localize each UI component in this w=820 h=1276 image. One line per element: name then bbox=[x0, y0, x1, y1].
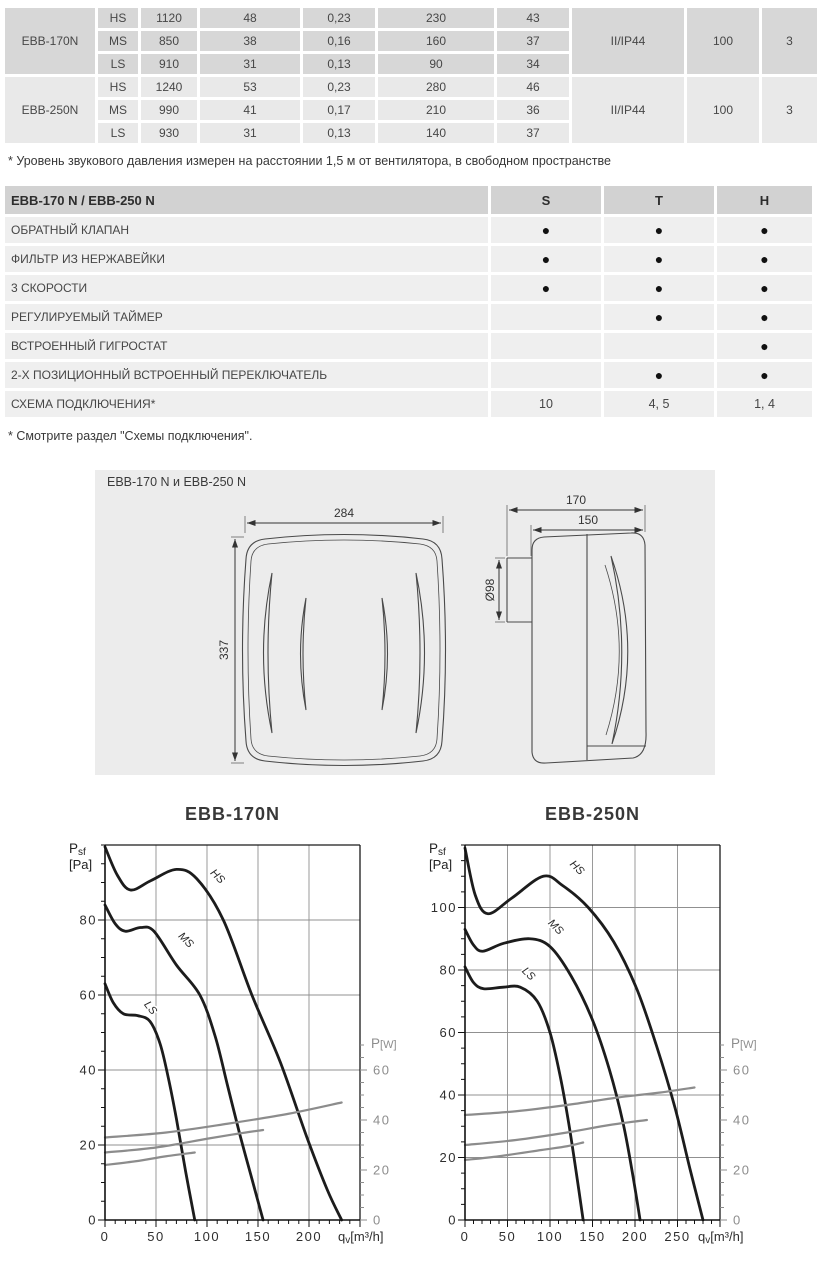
svg-text:0: 0 bbox=[460, 1229, 470, 1244]
dim-width: 284 bbox=[333, 506, 355, 520]
spec-merged-value: 100 bbox=[687, 8, 759, 74]
svg-text:MS: MS bbox=[175, 930, 196, 951]
fan-curve-chart-ebb-250n bbox=[415, 794, 820, 1276]
svg-text:60: 60 bbox=[733, 1062, 751, 1078]
spec-speed: LS bbox=[98, 54, 138, 74]
spec-speed: HS bbox=[98, 8, 138, 28]
spec-value: 0,16 bbox=[303, 31, 375, 51]
feature-dot: ● bbox=[491, 246, 601, 272]
spec-merged-value: 3 bbox=[762, 8, 817, 74]
spec-value: 31 bbox=[200, 54, 300, 74]
svg-text:40: 40 bbox=[79, 1062, 97, 1078]
spec-value: 90 bbox=[378, 54, 494, 74]
svg-text:Psf: Psf bbox=[429, 841, 446, 858]
spec-speed: HS bbox=[98, 77, 138, 97]
svg-text:200: 200 bbox=[621, 1229, 649, 1244]
feature-dot: ● bbox=[604, 304, 714, 330]
feature-cell: 1, 4 bbox=[717, 391, 812, 417]
spec-value: 280 bbox=[378, 77, 494, 97]
feature-dot: ● bbox=[604, 217, 714, 243]
spec-value: 0,13 bbox=[303, 123, 375, 143]
svg-text:50: 50 bbox=[147, 1229, 165, 1244]
spec-merged-value: 3 bbox=[762, 77, 817, 143]
svg-text:100: 100 bbox=[536, 1229, 564, 1244]
spec-model: EBB-250N bbox=[5, 77, 95, 143]
svg-text:0: 0 bbox=[733, 1212, 742, 1228]
svg-text:60: 60 bbox=[439, 1025, 457, 1040]
feature-dot: ● bbox=[604, 362, 714, 388]
svg-text:EBB-170N: EBB-170N bbox=[184, 804, 281, 824]
dim-depth-inner: 150 bbox=[577, 513, 599, 527]
spec-value: 36 bbox=[497, 100, 569, 120]
svg-text:EBB-250N: EBB-250N bbox=[544, 804, 641, 824]
dim-depth: 170 bbox=[565, 493, 587, 507]
spec-value: 31 bbox=[200, 123, 300, 143]
feature-label: ОБРАТНЫЙ КЛАПАН bbox=[5, 217, 488, 243]
svg-text:60: 60 bbox=[79, 987, 97, 1003]
spec-value: 160 bbox=[378, 31, 494, 51]
spec-value: 37 bbox=[497, 31, 569, 51]
svg-text:[Pa]: [Pa] bbox=[69, 857, 93, 872]
spec-value: 1120 bbox=[141, 8, 197, 28]
spec-speed: MS bbox=[98, 100, 138, 120]
svg-text:HS: HS bbox=[207, 866, 227, 887]
spec-model: EBB-170N bbox=[5, 8, 95, 74]
svg-text:60: 60 bbox=[373, 1062, 391, 1078]
feature-table bbox=[5, 186, 812, 417]
feature-dot: ● bbox=[604, 246, 714, 272]
drawing-panel bbox=[95, 470, 715, 775]
svg-text:80: 80 bbox=[79, 912, 97, 928]
svg-text:Psf: Psf bbox=[69, 841, 86, 858]
svg-text:250: 250 bbox=[664, 1229, 691, 1244]
spec-value: 53 bbox=[200, 77, 300, 97]
feature-cell bbox=[491, 304, 601, 330]
spec-value: 48 bbox=[200, 8, 300, 28]
spec-value: 910 bbox=[141, 54, 197, 74]
feature-cell bbox=[491, 333, 601, 359]
feature-cell: 4, 5 bbox=[604, 391, 714, 417]
svg-text:80: 80 bbox=[439, 962, 457, 978]
feature-cell: 10 bbox=[491, 391, 601, 417]
feature-dot: ● bbox=[491, 275, 601, 301]
svg-text:20: 20 bbox=[733, 1162, 751, 1178]
fan-curve-chart-ebb-170n bbox=[50, 794, 420, 1276]
svg-text:0: 0 bbox=[448, 1212, 457, 1228]
spec-value: 990 bbox=[141, 100, 197, 120]
spec-value: 140 bbox=[378, 123, 494, 143]
feature-label: ФИЛЬТР ИЗ НЕРЖАВЕЙКИ bbox=[5, 246, 488, 272]
svg-text:MS: MS bbox=[545, 917, 566, 938]
drawing-title: EBB-170 N и EBB-250 N bbox=[107, 475, 246, 489]
dimension-drawing bbox=[95, 470, 715, 775]
svg-text:qv[m³/h]: qv[m³/h] bbox=[338, 1229, 384, 1246]
spec-value: 38 bbox=[200, 31, 300, 51]
spec-value: 210 bbox=[378, 100, 494, 120]
svg-text:150: 150 bbox=[244, 1229, 272, 1244]
spec-value: 34 bbox=[497, 54, 569, 74]
spec-value: 41 bbox=[200, 100, 300, 120]
feature-col-s: S bbox=[491, 186, 601, 214]
feature-table-title: EBB-170 N / EBB-250 N bbox=[5, 186, 488, 214]
feature-cell bbox=[491, 362, 601, 388]
feature-label: ВСТРОЕННЫЙ ГИГРОСТАТ bbox=[5, 333, 488, 359]
svg-text:40: 40 bbox=[373, 1112, 391, 1128]
svg-text:150: 150 bbox=[579, 1229, 606, 1244]
spec-speed: MS bbox=[98, 31, 138, 51]
spec-merged-value: II/IP44 bbox=[572, 8, 684, 74]
spec-value: 930 bbox=[141, 123, 197, 143]
feature-label: РЕГУЛИРУЕМЫЙ ТАЙМЕР bbox=[5, 304, 488, 330]
feature-label: 2-Х ПОЗИЦИОННЫЙ ВСТРОЕННЫЙ ПЕРЕКЛЮЧАТЕЛЬ bbox=[5, 362, 488, 388]
svg-text:qv[m³/h]: qv[m³/h] bbox=[698, 1229, 744, 1246]
spec-value: 0,23 bbox=[303, 77, 375, 97]
spec-value: 0,23 bbox=[303, 8, 375, 28]
svg-text:0: 0 bbox=[100, 1229, 110, 1244]
svg-text:[Pa]: [Pa] bbox=[429, 857, 453, 872]
feature-dot: ● bbox=[717, 362, 812, 388]
feature-dot: ● bbox=[604, 275, 714, 301]
spec-value: 1240 bbox=[141, 77, 197, 97]
svg-text:0: 0 bbox=[88, 1212, 97, 1228]
feature-col-h: H bbox=[717, 186, 812, 214]
feature-cell bbox=[604, 333, 714, 359]
feature-dot: ● bbox=[717, 246, 812, 272]
dim-height: 337 bbox=[217, 639, 231, 661]
svg-text:20: 20 bbox=[79, 1137, 97, 1153]
feature-dot: ● bbox=[717, 217, 812, 243]
svg-text:200: 200 bbox=[295, 1229, 323, 1244]
feature-dot: ● bbox=[717, 275, 812, 301]
svg-text:100: 100 bbox=[193, 1229, 221, 1244]
svg-text:50: 50 bbox=[498, 1229, 517, 1244]
spec-value: 0,13 bbox=[303, 54, 375, 74]
svg-text:HS: HS bbox=[567, 858, 587, 878]
spec-merged-value: II/IP44 bbox=[572, 77, 684, 143]
spec-value: 850 bbox=[141, 31, 197, 51]
spec-table bbox=[5, 8, 817, 143]
svg-text:LS: LS bbox=[141, 999, 160, 1018]
feature-dot: ● bbox=[717, 333, 812, 359]
svg-text:40: 40 bbox=[439, 1087, 457, 1103]
spec-value: 46 bbox=[497, 77, 569, 97]
feature-dot: ● bbox=[717, 304, 812, 330]
svg-text:40: 40 bbox=[733, 1112, 751, 1128]
feature-label: СХЕМА ПОДКЛЮЧЕНИЯ* bbox=[5, 391, 488, 417]
feature-col-t: T bbox=[604, 186, 714, 214]
spec-value: 43 bbox=[497, 8, 569, 28]
spec-merged-value: 100 bbox=[687, 77, 759, 143]
spec-speed: LS bbox=[98, 123, 138, 143]
svg-text:LS: LS bbox=[519, 965, 538, 984]
feature-dot: ● bbox=[491, 217, 601, 243]
svg-text:P[W]: P[W] bbox=[371, 1036, 397, 1051]
svg-text:0: 0 bbox=[373, 1212, 382, 1228]
sound-level-footnote: * Уровень звукового давления измерен на расстоянии 1,5 м от вентилятора, в свободном пространстве bbox=[8, 154, 611, 168]
feature-label: 3 СКОРОСТИ bbox=[5, 275, 488, 301]
spec-value: 0,17 bbox=[303, 100, 375, 120]
spec-value: 230 bbox=[378, 8, 494, 28]
svg-text:100: 100 bbox=[430, 900, 457, 915]
svg-text:20: 20 bbox=[373, 1162, 391, 1178]
dim-duct-diameter: Ø98 bbox=[483, 578, 497, 602]
spec-value: 37 bbox=[497, 123, 569, 143]
svg-text:20: 20 bbox=[439, 1150, 457, 1165]
svg-text:P[W]: P[W] bbox=[731, 1036, 757, 1051]
wiring-footnote: * Смотрите раздел "Схемы подключения". bbox=[8, 429, 253, 443]
